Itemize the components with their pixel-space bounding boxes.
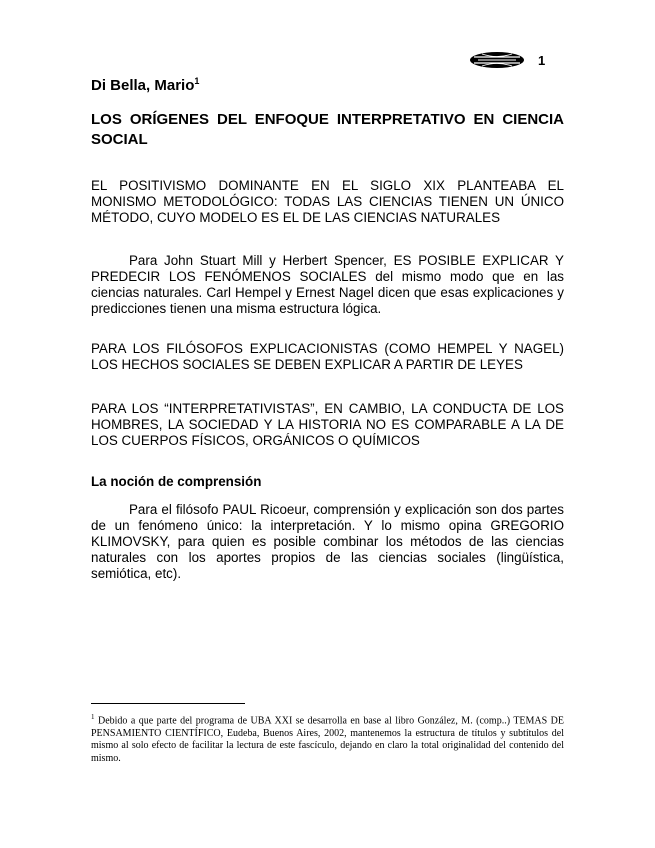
footnote-divider xyxy=(91,703,245,704)
author-name xyxy=(91,76,199,94)
document-title: LOS ORÍGENES DEL ENFOQUE INTERPRETATIVO EN CIENCIA SOCIAL xyxy=(91,111,564,148)
paragraph-positivismo: EL POSITIVISMO DOMINANTE EN EL SIGLO XIX PLANTEABA EL MONISMO METODOLÓGICO: TODAS LAS CIENCIAS TIENEN UN ÚNICO MÉTODO, CUYO MODELO ES EL DE LAS CIENCIAS NATURALES xyxy=(91,178,564,225)
uba-xxi-logo-icon xyxy=(468,50,526,70)
page-number: 1 xyxy=(538,53,546,68)
footnote xyxy=(91,711,564,765)
author-name-text: Di Bella, Mario xyxy=(91,77,195,94)
paragraph-explicacionistas: PARA LOS FILÓSOFOS EXPLICACIONISTAS (COMO HEMPEL Y NAGEL) LOS HECHOS SOCIALES SE DEBEN EXPLICAR A PARTIR DE LEYES xyxy=(91,341,564,372)
section-heading: La noción de comprensión xyxy=(91,474,262,489)
paragraph-mill-spencer: Para John Stuart Mill y Herbert Spencer, ES POSIBLE EXPLICAR Y PREDECIR LOS FENÓMENOS SOCIALES del mismo modo que en las ciencias naturales. Carl Hempel y Ernest Nagel dicen que esas explicaciones y predicciones tienen una misma estructura lógica. xyxy=(91,253,564,316)
author-footnote-mark: 1 xyxy=(194,76,200,86)
paragraph-interpretativistas: PARA LOS “INTERPRETATIVISTAS”, EN CAMBIO, LA CONDUCTA DE LOS HOMBRES, LA SOCIEDAD Y LA HISTORIA NO ES COMPARABLE A LA DE LOS CUERPOS FÍSICOS, ORGÁNICOS O QUÍMICOS xyxy=(91,401,564,448)
footnote-mark: 1 xyxy=(91,713,95,721)
paragraph-ricoeur: Para el filósofo PAUL Ricoeur, comprensión y explicación son dos partes de un fenómeno único: la interpretación. Y lo mismo opina GREGORIO KLIMOVSKY, para quien es posible combinar los métodos de las ciencias naturales con los aportes propios de las ciencias sociales (lingüística, semiótica, etc). xyxy=(91,502,564,581)
footnote-text: Debido a que parte del programa de UBA XXI se desarrolla en base al libro González, M. (comp..) TEMAS DE PENSAMIENTO CIENTÍFICO, Eudeba, Buenos Aires, 2002, mantenemos la estructura de títulos y subtítulos del mismo al solo efecto de facilitar la lectura de este fascículo, dejando en claro la total originalidad del contenido del mismo. xyxy=(91,715,565,764)
